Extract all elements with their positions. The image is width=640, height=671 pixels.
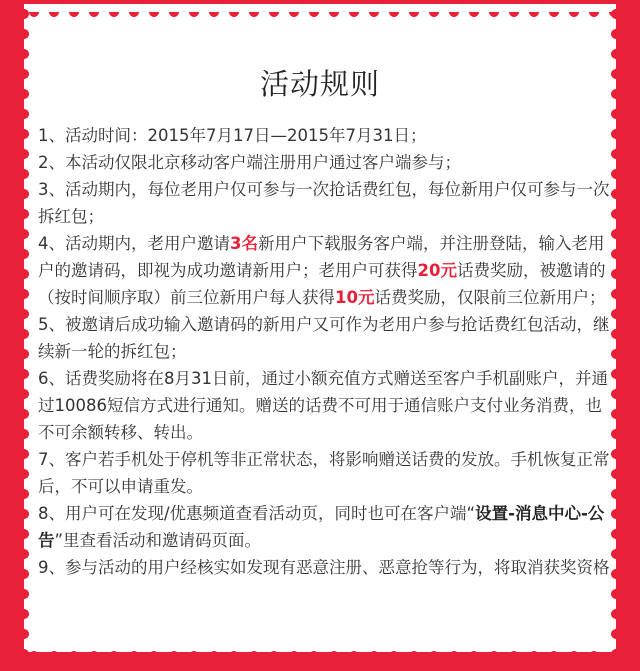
rule-item-6: 6、话费奖励将在8月31日前，通过小额充值方式赠送至客户手机副账户，并通过10086短信方式进行通知。赠送的话费不可用于通信账户支付业务消费，也不可余额转移、转出。 <box>38 369 608 442</box>
rule-item-5: 5、被邀请后成功输入邀请码的新用户又可作为老用户参与抢话费红包活动，继续新一轮的拆红包； <box>38 315 610 361</box>
rule-item-3: 3、活动期内，每位老用户仅可参与一次抢话费红包，每位新用户仅可参与一次拆红包； <box>38 180 610 226</box>
page-title: 活动规则 <box>259 67 380 101</box>
scallop-bottom-edge <box>24 646 616 656</box>
highlight-reward-old: 20元 <box>417 261 457 280</box>
rule-item-2: 2、本活动仅限北京移动客户端注册用户通过客户端参与； <box>38 153 461 172</box>
highlight-reward-new: 10元 <box>335 288 375 307</box>
rules-list <box>38 122 610 581</box>
highlight-invite-count: 3名 <box>230 234 258 253</box>
rule-item-7: 7、客户若手机处于停机等非正常状态，将影响赠送话费的发放。手机恢复正常后，不可以申请重发。 <box>38 450 610 496</box>
rule-item-4: 4、活动期内，老用户邀请3名新用户下载服务客户端，并注册登陆，输入老用户的邀请码，即视为成功邀请新用户；老用户可获得20元话费奖励，被邀请的（按时间顺序取）前三位新用户每人获得10元话费奖励，仅限前三位新用户； <box>38 234 606 307</box>
rule-item-1: 1、活动时间：2015年7月17日—2015年7月31日； <box>38 126 427 145</box>
rule-item-9: 9、参与活动的用户经核实如发现有恶意注册、恶意抢等行为，将取消获奖资格 <box>38 558 610 577</box>
highlight-settings-path: 设置-消息中心-公告 <box>38 504 605 550</box>
rule-item-8: 8、用户可在发现/优惠频道查看活动页，同时也可在客户端“设置-消息中心-公告”里查看活动和邀请码页面。 <box>38 504 605 550</box>
scallop-top-edge <box>24 12 616 22</box>
